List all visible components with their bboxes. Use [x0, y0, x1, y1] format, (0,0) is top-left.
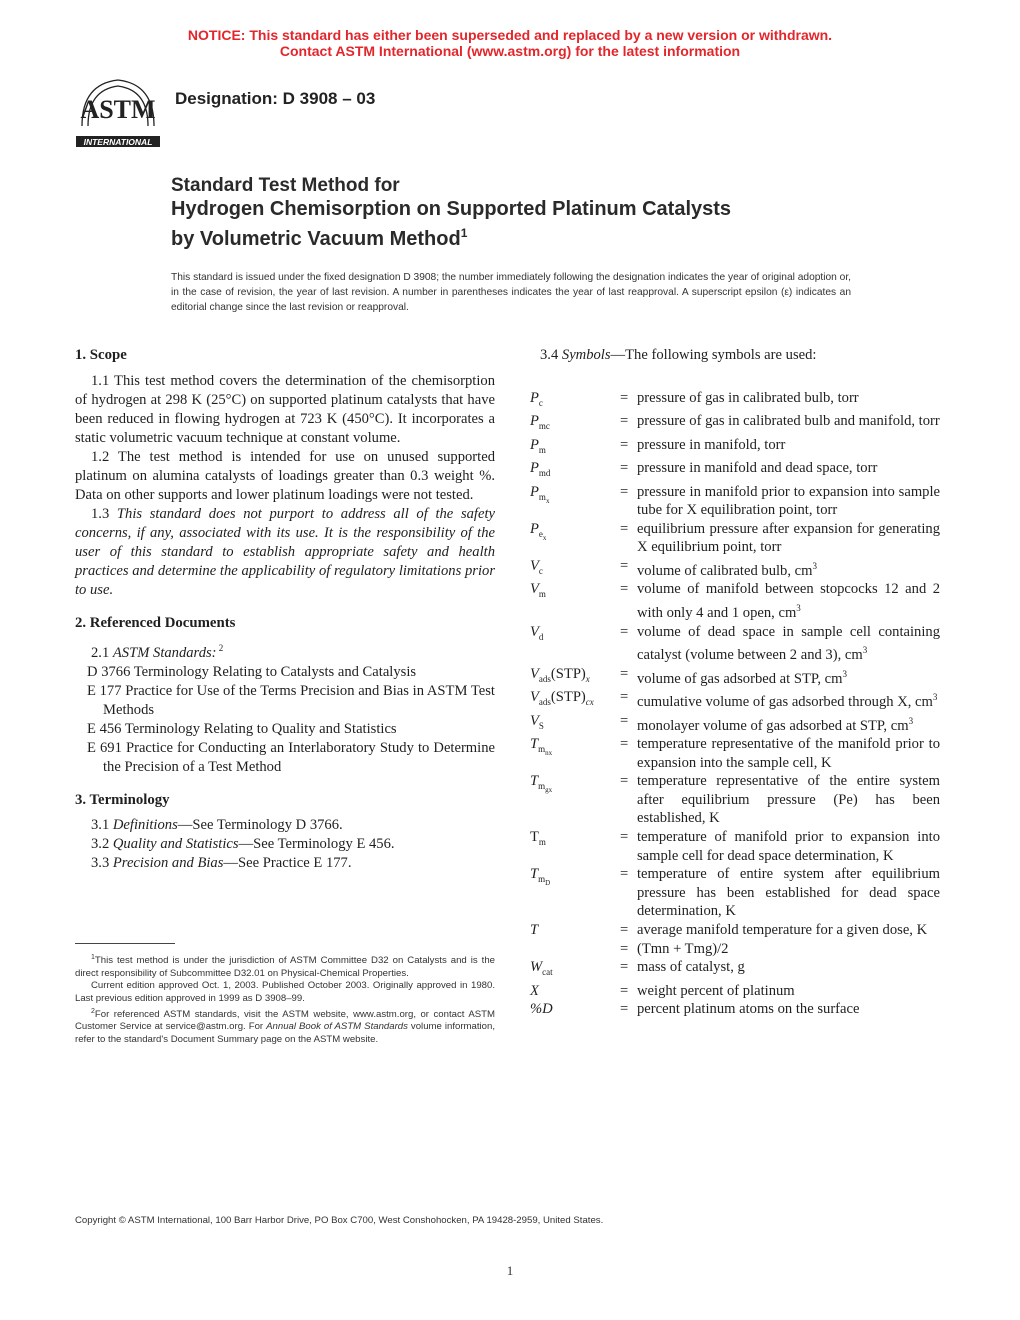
symbol-letter: T: [530, 866, 539, 883]
definition-superscript: 3: [796, 603, 801, 614]
symbol-letter: T: [530, 773, 539, 790]
astm-standards-label: [75, 639, 495, 663]
refdocs-sub-sup: 2: [216, 643, 224, 653]
term-text: —See Practice E 177.: [223, 854, 352, 871]
symbol: [530, 828, 620, 865]
symbol-letter: X: [530, 982, 539, 999]
title-line-3-text: by Volumetric Vacuum Method: [171, 228, 461, 250]
symbol-subscript: m: [538, 444, 546, 455]
symbol-row: [530, 389, 940, 413]
footnote-2-italic: Annual Book of ASTM Standards: [266, 1021, 408, 1033]
term-num: 3.1: [91, 816, 113, 833]
equals-sign: =: [620, 581, 629, 598]
ref-item: D 3766 Terminology Relating to Catalysts and Catalysis: [87, 663, 417, 680]
symbol: [530, 921, 620, 940]
equals-sign: =: [620, 689, 629, 706]
symbol-definition: volume of gas adsorbed at STP, $cm^3$: [637, 668, 847, 687]
symbol-letter: P: [530, 413, 539, 430]
term-text: —See Terminology E 456.: [238, 835, 395, 852]
symbol-tail-subscript: cx: [585, 696, 594, 707]
designation: Designation: D 3908 – 03: [175, 89, 376, 108]
footnote-1-mark: 1: [91, 954, 95, 961]
equals-sign: =: [620, 940, 629, 957]
symbol: [530, 688, 620, 712]
symbol: [530, 940, 620, 959]
term-label: Precision and Bias: [112, 854, 224, 871]
ref-item: E 456 Terminology Relating to Quality and Statistics: [87, 720, 397, 737]
symbol-letter: V: [530, 712, 539, 729]
symbol-subscript: S: [538, 720, 544, 731]
symbol-subscript: m: [538, 589, 546, 600]
symbol: [530, 772, 620, 828]
symbols-text: —The following symbols are used:: [610, 347, 817, 363]
symbol-row: [530, 735, 940, 772]
equals-sign: =: [620, 922, 629, 938]
symbol-row: [530, 921, 940, 940]
symbol: [530, 1000, 620, 1019]
equals-sign: =: [620, 557, 629, 574]
term-item: [75, 854, 495, 873]
equals-sign: =: [620, 982, 629, 999]
symbols-num: 3.4: [540, 347, 562, 363]
symbol-definition: volume of dead space in sample cell containing catalyst (volume between 2 and 3), $cm^3$: [637, 623, 940, 663]
definition-superscript: 3: [812, 560, 817, 571]
symbol-letter: V: [530, 557, 539, 574]
symbol: [530, 436, 620, 460]
symbol-definition: pressure of gas in calibrated bulb and manifold, torr: [637, 413, 940, 430]
symbol-subscript: md: [538, 468, 551, 478]
symbol-definition: pressure in manifold, torr: [637, 436, 786, 453]
equals-sign: =: [620, 623, 629, 640]
symbol-letter: P: [530, 436, 539, 453]
symbol-row: [530, 982, 940, 1001]
symbol-letter: V: [530, 689, 539, 706]
equals-sign: =: [620, 712, 629, 729]
scope-1-1: 1.1 This test method covers the determination of the chemisorption of hydrogen at 298 K (25°C) on supported platinum catalysts that have been reduced in flowing hydrogen at 723 K (450°C). It incorporates a static volumetric vacuum technique at constant volume.: [75, 373, 495, 446]
symbol-subsubscript: gx: [545, 785, 553, 794]
symbol: [530, 520, 620, 557]
symbol-definition: temperature of manifold prior to expansion into sample cell for dead space determination, K: [637, 829, 940, 864]
astm-logo: [74, 74, 162, 150]
symbol: [530, 580, 620, 622]
symbol-letter: P: [530, 389, 539, 406]
symbol-definition: temperature of entire system after equilibrium pressure has been established for dead space determination, K: [637, 866, 940, 920]
symbol-row: [530, 940, 940, 959]
symbol-subscript: mgx: [538, 781, 553, 794]
term-item: [75, 816, 495, 835]
term-item: [75, 835, 495, 854]
symbol-subscript: m: [538, 836, 546, 847]
title-line-3: [171, 221, 731, 251]
term-text: —See Terminology D 3766.: [177, 816, 343, 833]
symbol-definition: mass of catalyst, g: [637, 959, 745, 976]
equals-sign: =: [620, 483, 629, 500]
symbol-subscript: mx: [538, 491, 550, 505]
symbol-row: [530, 483, 940, 520]
symbol-letter: P: [530, 483, 539, 500]
symbol-tail-subscript: x: [585, 673, 590, 684]
footnote-1-text: This test method is under the jurisdiction of ASTM Committee D32 on Catalysts and is the direct responsibility of Subcommittee D32.01 on Physical-Chemical Properties.: [75, 955, 495, 979]
symbol: [530, 665, 620, 689]
scope-1-3-num: 1.3: [91, 506, 117, 522]
term-label: Definitions: [112, 816, 178, 833]
definition-superscript: 3: [908, 715, 914, 726]
symbol-definition: average manifold temperature for a given dose, K: [637, 922, 928, 938]
footnote-1: [75, 952, 495, 980]
ref-item: E 691 Practice for Conducting an Interlaboratory Study to Determine the Precision of a Test Method: [87, 739, 495, 775]
symbol: [530, 865, 620, 921]
symbol: [530, 735, 620, 772]
symbol-subscript: d: [538, 631, 544, 642]
refdocs-heading: 2. Referenced Documents: [75, 615, 236, 631]
symbol-definition: equilibrium pressure after expansion for generating X equilibrium point, torr: [637, 520, 940, 556]
term-label: Quality and Statistics: [112, 835, 239, 852]
left-column: [75, 346, 495, 873]
symbol-subscript: mc: [538, 421, 550, 431]
definition-superscript: 3: [932, 692, 938, 703]
symbol-definition: percent platinum atoms on the surface: [637, 1001, 860, 1018]
symbol-row: [530, 436, 940, 460]
terminology-heading: 3. Terminology: [75, 791, 170, 808]
withdrawal-notice: [0, 27, 1020, 59]
copyright: Copyright © ASTM International, 100 Barr Harbor Drive, PO Box C700, West Conshohocken, PA 19428-2959, United States.: [75, 1215, 604, 1226]
symbol-subscript: c: [538, 397, 543, 408]
symbol-letter: V: [530, 623, 539, 640]
symbol: [530, 483, 620, 520]
symbol-subscript: ex: [538, 528, 547, 542]
scope-heading: 1. Scope: [75, 347, 127, 363]
symbol-letter: T: [530, 829, 539, 846]
symbol-subsubscript: nx: [545, 748, 553, 757]
equals-sign: =: [620, 436, 629, 453]
definition-superscript: 3: [862, 645, 868, 656]
title-line-1: Standard Test Method for: [171, 175, 400, 196]
symbol-row: [530, 712, 940, 736]
symbol-definition: monolayer volume of gas adsorbed at STP, $cm^3$: [637, 715, 914, 734]
symbol: [530, 389, 620, 413]
symbol-definition: volume of manifold between stopcocks 12 and 2 with only 4 and 1 open, $cm^3$: [637, 581, 940, 621]
symbol-row: [530, 828, 940, 865]
logo-text: ASTM: [80, 95, 156, 124]
symbol-row: [530, 623, 940, 665]
symbol: [530, 623, 620, 665]
equals-sign: =: [620, 413, 629, 430]
symbol-definition: pressure in manifold and dead space, torr: [637, 460, 878, 477]
equals-sign: =: [620, 665, 629, 682]
symbol: [530, 712, 620, 736]
footnote-2-text-b: volume information, refer to the standard's Document Summary page on the ASTM website.: [75, 1021, 495, 1045]
term-num: 3.2: [91, 835, 113, 852]
symbol-letter: W: [530, 959, 543, 976]
footnote-2-text-a: For referenced ASTM standards, visit the ASTM website, www.astm.org, or contact ASTM Customer Service at service@astm.org. For: [75, 1008, 495, 1033]
equals-sign: =: [620, 866, 629, 883]
symbol-letter: P: [530, 520, 539, 537]
symbol-definition: (Tmn + Tmg)/2: [637, 940, 729, 957]
symbol-row: [530, 520, 940, 557]
symbol-tail: (STP): [550, 689, 586, 706]
symbol-subsubscript: D: [545, 878, 551, 887]
symbol-definition: cumulative volume of gas adsorbed through X, $cm^3$: [637, 692, 938, 710]
symbol: [530, 412, 620, 436]
symbol-letter: V: [530, 665, 539, 682]
symbol-row: [530, 865, 940, 921]
equals-sign: =: [620, 829, 629, 846]
symbol-definition: pressure of gas in calibrated bulb, torr: [637, 389, 859, 406]
footnote-1b: Current edition approved Oct. 1, 2003. Published October 2003. Originally approved in 1980. Last previous edition approved in 1999 as D 3908–99.: [75, 980, 495, 1004]
equals-sign: =: [620, 773, 629, 790]
symbol-definition: pressure in manifold prior to expansion into sample tube for X equilibration point, torr: [637, 483, 940, 519]
equals-sign: =: [620, 736, 629, 753]
symbol: [530, 982, 620, 1001]
term-num: 3.3: [91, 854, 113, 871]
equals-sign: =: [620, 520, 629, 537]
symbol-tail: (STP): [550, 665, 586, 682]
equals-sign: =: [620, 1001, 629, 1018]
symbol-definition: temperature representative of the entire system after equilibrium pressure (Pe) has been established, K: [637, 773, 940, 827]
symbol-subscript: mnx: [538, 743, 553, 757]
symbol-row: [530, 580, 940, 622]
symbol-subsubscript: x: [542, 533, 547, 542]
symbol-row: [530, 557, 940, 581]
symbol-row: [530, 772, 940, 828]
symbol-definition: volume of calibrated bulb, $cm^3$: [637, 560, 817, 579]
symbol-subscript: ads: [538, 673, 551, 684]
equals-sign: =: [620, 959, 629, 976]
footnote-2: [75, 1006, 495, 1047]
symbol: [530, 958, 620, 982]
symbol-subsubscript: x: [545, 496, 550, 505]
equals-sign: =: [620, 389, 629, 406]
right-column: [530, 346, 940, 1019]
equals-sign: =: [620, 460, 629, 477]
symbol-subscript: c: [538, 565, 543, 576]
symbol-row: [530, 688, 940, 712]
logo-sub: INTERNATIONAL: [83, 137, 153, 147]
symbol-subscript: cat: [542, 967, 553, 978]
title-footnote-ref: 1: [460, 226, 468, 240]
symbol-row: [530, 1000, 940, 1019]
refdocs-sub-num: 2.1: [91, 644, 113, 661]
scope-1-3: [75, 505, 495, 600]
symbol-row: [530, 958, 940, 982]
symbol-letter: T: [530, 736, 539, 753]
symbol-definition: temperature representative of the manifold prior to expansion into the sample cell, K: [637, 736, 940, 771]
definition-superscript: 3: [842, 668, 847, 679]
symbol-row: [530, 665, 940, 689]
notice-line-2: Contact ASTM International (www.astm.org) for the latest information: [279, 43, 741, 59]
symbol-letter: P: [530, 460, 539, 477]
scope-1-2: 1.2 The test method is intended for use on unused supported platinum on alumina catalysts of loadings greater than 0.3 weight %. Data on other supports and lower platinum loadings were not tested.: [75, 449, 495, 503]
ref-item: E 177 Practice for Use of the Terms Precision and Bias in ASTM Test Methods: [87, 682, 495, 718]
footnotes: [75, 952, 495, 1047]
page-number: 1: [506, 1263, 514, 1278]
symbols-label: Symbols: [561, 347, 611, 363]
scope-1-3-text: This standard does not purport to address all of the safety concerns, if any, associated with its use. It is the responsibility of the user of this standard to establish appropriate safety and health practices and determine the applicability of regulatory limitations prior to use.: [75, 506, 495, 598]
refdocs-sub-label: ASTM Standards:: [112, 644, 217, 661]
title-line-2: Hydrogen Chemisorption on Supported Platinum Catalysts: [171, 198, 732, 220]
symbol: [530, 557, 620, 581]
symbol-definition: weight percent of platinum: [637, 982, 795, 999]
footnote-rule: [75, 943, 175, 944]
symbol-letter: V: [530, 581, 539, 598]
symbol-row: [530, 459, 940, 483]
symbol-row: [530, 412, 940, 436]
symbols-heading: [540, 346, 940, 365]
symbol-list: [530, 389, 940, 1019]
document-title: [171, 175, 731, 251]
symbol-letter: T: [530, 922, 539, 938]
symbol-subscript: ads: [538, 696, 551, 707]
issuance-statement: This standard is issued under the fixed designation D 3908; the number immediately following the designation indicates the year of original adoption or, in the case of revision, the year of last revision. A number in parentheses indicates the year of last reapproval. A superscript epsilon (ε) indicates an editorial change since the last revision or reapproval.: [171, 272, 851, 313]
symbol: [530, 459, 620, 483]
symbol-subscript: mD: [538, 874, 551, 887]
notice-line-1: NOTICE: This standard has either been superseded and replaced by a new version or withdrawn.: [187, 27, 833, 43]
footnote-2-mark: 2: [91, 1007, 95, 1015]
symbol-letter: %D: [530, 1001, 553, 1018]
